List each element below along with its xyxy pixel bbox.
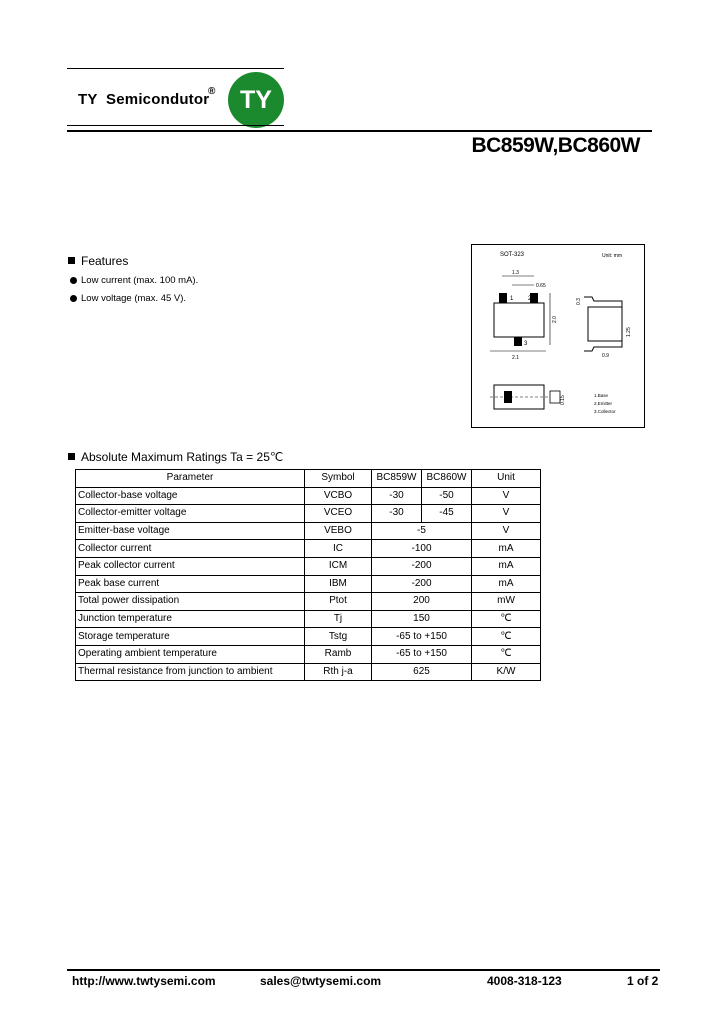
table-row — [76, 575, 541, 593]
row-parameter: Collector-base voltage — [76, 487, 305, 505]
row-symbol: Rth j-a — [305, 663, 372, 681]
row-value: -65 to +150 — [372, 645, 472, 663]
table-row — [76, 522, 541, 540]
row-parameter: Collector-emitter voltage — [76, 505, 305, 523]
footer-phone: 4008-318-123 — [487, 974, 562, 988]
row-unit: V — [472, 505, 541, 523]
row-unit: mA — [472, 575, 541, 593]
registered-mark: ® — [208, 86, 216, 97]
row-unit: mW — [472, 593, 541, 611]
table-row — [76, 593, 541, 611]
footer-email-link[interactable]: sales@twtysemi.com — [260, 974, 382, 988]
pin-legend: 2.Emitter — [594, 401, 613, 406]
row-value-bc860w: -45 — [422, 505, 472, 523]
dim-label: 2.1 — [512, 355, 519, 361]
row-value: -5 — [372, 522, 472, 540]
row-parameter: Operating ambient temperature — [76, 645, 305, 663]
row-symbol: Ramb — [305, 645, 372, 663]
row-symbol: Ptot — [305, 593, 372, 611]
header-symbol: Symbol — [305, 470, 372, 488]
row-unit: V — [472, 487, 541, 505]
table-row — [76, 505, 541, 523]
row-symbol: IC — [305, 540, 372, 558]
pin-legend: 3.Collector — [594, 409, 616, 414]
footer-rule — [67, 969, 660, 971]
brand-name: TY Semicondutor — [78, 91, 210, 108]
row-value: -200 — [372, 557, 472, 575]
ratings-square-icon — [68, 453, 75, 460]
feature-item: Low voltage (max. 45 V). — [81, 293, 187, 304]
header-rule-thick — [67, 130, 652, 132]
header-bc859w: BC859W — [372, 470, 422, 488]
row-parameter: Peak collector current — [76, 557, 305, 575]
table-row — [76, 487, 541, 505]
table-header-row — [76, 470, 541, 488]
row-parameter: Storage temperature — [76, 628, 305, 646]
row-parameter: Emitter-base voltage — [76, 522, 305, 540]
row-value: 200 — [372, 593, 472, 611]
row-value: -65 to +150 — [372, 628, 472, 646]
row-value-bc860w: -50 — [422, 487, 472, 505]
ratings-title: Absolute Maximum Ratings Ta = 25℃ — [81, 450, 284, 464]
features-title: Features — [81, 254, 129, 268]
row-symbol: Tj — [305, 610, 372, 628]
row-parameter: Peak base current — [76, 575, 305, 593]
row-unit: K/W — [472, 663, 541, 681]
row-value: -100 — [372, 540, 472, 558]
pin-label: 3 — [524, 341, 528, 347]
bullet-icon — [70, 295, 77, 302]
row-unit: ℃ — [472, 645, 541, 663]
table-row — [76, 628, 541, 646]
part-number: BC859W,BC860W — [471, 134, 640, 157]
row-symbol: VCBO — [305, 487, 372, 505]
pin-legend: 1.Base — [594, 393, 609, 398]
dim-label: 1.3 — [512, 270, 519, 276]
page-number: 1 of 2 — [627, 974, 659, 988]
table-row — [76, 663, 541, 681]
row-value-bc859w: -30 — [372, 487, 422, 505]
row-value: -200 — [372, 575, 472, 593]
header-rule-top — [67, 68, 284, 69]
row-parameter: Thermal resistance from junction to ambient — [76, 663, 305, 681]
header-parameter: Parameter — [76, 470, 305, 488]
row-unit: mA — [472, 557, 541, 575]
table-row — [76, 645, 541, 663]
row-value-bc859w: -30 — [372, 505, 422, 523]
features-square-icon — [68, 257, 75, 264]
header-bc860w: BC860W — [422, 470, 472, 488]
feature-item: Low current (max. 100 mA). — [81, 275, 199, 286]
dim-label: 0.3 — [576, 298, 582, 305]
row-unit: V — [472, 522, 541, 540]
row-parameter: Junction temperature — [76, 610, 305, 628]
row-parameter: Total power dissipation — [76, 593, 305, 611]
table-row — [76, 540, 541, 558]
pin-label: 2 — [528, 296, 532, 302]
row-symbol: VEBO — [305, 522, 372, 540]
row-unit: mA — [472, 540, 541, 558]
package-name: SOT-323 — [500, 252, 525, 258]
package-drawing — [472, 245, 644, 427]
row-unit: ℃ — [472, 628, 541, 646]
table-row — [76, 610, 541, 628]
row-symbol: VCEO — [305, 505, 372, 523]
dim-label: 2.0 — [552, 316, 558, 323]
pin-label: 1 — [510, 296, 514, 302]
row-symbol: IBM — [305, 575, 372, 593]
row-symbol: ICM — [305, 557, 372, 575]
package-unit: Unit: mm — [602, 253, 622, 259]
header-unit: Unit — [472, 470, 541, 488]
ty-logo-icon: TY — [228, 72, 284, 128]
row-unit: ℃ — [472, 610, 541, 628]
row-symbol: Tstg — [305, 628, 372, 646]
dim-label: 0.9 — [602, 353, 609, 359]
footer-website-link[interactable]: http://www.twtysemi.com — [72, 974, 216, 988]
dim-label: 0.15 — [560, 395, 566, 405]
table-row — [76, 557, 541, 575]
package-outline-box — [471, 244, 645, 428]
bullet-icon — [70, 277, 77, 284]
dim-label: 0.65 — [536, 283, 546, 289]
row-value: 150 — [372, 610, 472, 628]
row-value: 625 — [372, 663, 472, 681]
ratings-table — [75, 469, 541, 681]
row-parameter: Collector current — [76, 540, 305, 558]
dim-label: 1.25 — [626, 327, 632, 337]
header-rule-bottom — [67, 125, 284, 126]
